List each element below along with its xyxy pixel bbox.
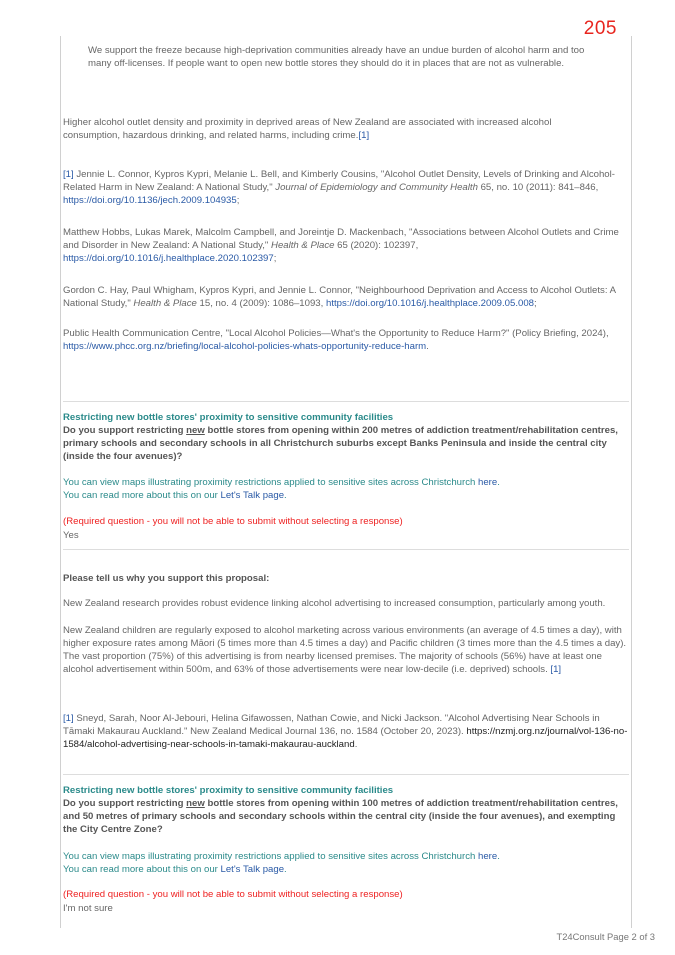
reference-1-end: ; bbox=[236, 195, 240, 206]
reference-3-details: 15, no. 4 (2009): 1086–1093, bbox=[196, 298, 326, 309]
q2-letstalk-link[interactable]: Let's Talk page bbox=[220, 864, 285, 875]
reference-2 bbox=[63, 226, 628, 265]
q2-maps-line bbox=[63, 850, 628, 863]
why-heading: Please tell us why you support this proposal: bbox=[63, 573, 270, 584]
reference-1-details: 65, no. 10 (2011): 841–846, bbox=[477, 182, 599, 193]
q2-question bbox=[63, 797, 628, 836]
reference-4-url[interactable]: https://www.phcc.org.nz/briefing/local-alcohol-policies-whats-opportunity-reduce-harm bbox=[63, 341, 427, 352]
reference-1-journal: Journal of Epidemiology and Community Health bbox=[275, 182, 478, 193]
why-reference bbox=[63, 712, 628, 751]
q1-letstalk-link[interactable]: Let's Talk page bbox=[220, 490, 285, 501]
reference-4 bbox=[63, 327, 628, 353]
q1-question-post: bottle stores from opening within 200 metres of addiction treatment/rehabilitation centres, primary schools and secondary schools in all Christchurch suburbs except Banks Peninsula and inside the central city (inside the four avenues)? bbox=[63, 425, 618, 462]
divider bbox=[63, 549, 629, 550]
density-text: Higher alcohol outlet density and proximity in deprived areas of New Zealand are associated with increased alcohol consumption, hazardous drinking, and related harms, including crime. bbox=[63, 117, 552, 141]
q1-maps-line bbox=[63, 476, 628, 489]
reference-1 bbox=[63, 168, 628, 207]
q1-read-end: . bbox=[284, 490, 287, 501]
q1-required-note: (Required question - you will not be able to submit without selecting a response) bbox=[63, 516, 403, 527]
reference-1-authors: Jennie L. Connor, Kypros Kypri, Melanie L. Bell, and Kimberly Cousins, "Alcohol Outlet Density, Levels of Drinking and Alcohol-Related Harm in New Zealand: A National Study," bbox=[63, 169, 615, 193]
why-reference-end: . bbox=[354, 739, 358, 750]
reference-3-journal: Health & Place bbox=[133, 298, 197, 309]
reference-3-authors: Gordon C. Hay, Paul Whigham, Kypros Kypri, and Jennie L. Connor, "Neighbourhood Deprivation and Access to Alcohol Outlets: A National Study," bbox=[63, 285, 616, 309]
q2-required-note: (Required question - you will not be able to submit without selecting a response) bbox=[63, 889, 403, 900]
why-paragraph-2 bbox=[63, 624, 628, 676]
reference-3-end: ; bbox=[534, 298, 537, 309]
footnote-link[interactable]: [1] bbox=[358, 130, 370, 141]
q2-title: Restricting new bottle stores' proximity to sensitive community facilities bbox=[63, 785, 394, 796]
q1-answer: Yes bbox=[63, 530, 79, 541]
page-number: 205 bbox=[583, 18, 617, 39]
q1-question-pre: Do you support restricting bbox=[63, 425, 187, 436]
q1-maps-text: You can view maps illustrating proximity restrictions applied to sensitive sites across Christchurch bbox=[63, 477, 479, 488]
density-paragraph bbox=[63, 116, 593, 142]
q2-read-line bbox=[63, 863, 628, 876]
why-reference-marker[interactable]: [1] bbox=[63, 713, 74, 724]
why-reference-text: Sneyd, Sarah, Noor Al-Jebouri, Helina Gifawossen, Nathan Cowie, and Nicki Jackson. "Alcohol Advertising Near Schools in Tāmaki Makaurau Auckland." New Zealand Medical Journal 136, no. 1584 (October 20, 2023). bbox=[63, 713, 600, 737]
why-footnote-link[interactable]: [1] bbox=[550, 664, 562, 675]
q1-title: Restricting new bottle stores' proximity to sensitive community facilities bbox=[63, 412, 394, 423]
divider bbox=[63, 401, 629, 402]
q1-question-new: new bbox=[186, 425, 205, 436]
divider bbox=[63, 774, 629, 775]
reference-2-end: ; bbox=[273, 253, 277, 264]
q1-read-line bbox=[63, 489, 628, 502]
q2-maps-text: You can view maps illustrating proximity restrictions applied to sensitive sites across Christchurch bbox=[63, 851, 479, 862]
why-paragraph-2-text: New Zealand children are regularly exposed to alcohol marketing across various environments (an average of 4.5 times a day), with higher exposure rates among Māori (5 times more than 4.5 times a day) and Pacific children (3 times more than the 4.5 times a day). The vast proportion (75%) of this advertising is from nearby licensed premises. The majority of schools (56%) have at least one alcohol advertisement within 500m, and 63% of those advertisements were near low-decile (i.e. deprived) schools. bbox=[63, 625, 627, 675]
why-paragraph-1: New Zealand research provides robust evidence linking alcohol advertising to increased consumption, particularly among youth. bbox=[63, 598, 606, 609]
reference-1-url[interactable]: https://doi.org/10.1136/jech.2009.104935 bbox=[63, 195, 237, 206]
q2-maps-link[interactable]: here bbox=[478, 851, 498, 862]
q2-read-text: You can read more about this on our bbox=[63, 864, 221, 875]
reference-1-marker[interactable]: [1] bbox=[63, 169, 74, 180]
reference-3-url[interactable]: https://doi.org/10.1016/j.healthplace.2009.05.008 bbox=[325, 298, 535, 309]
reference-4-text: Public Health Communication Centre, "Local Alcohol Policies—What's the Opportunity to Reduce Harm?" (Policy Briefing, 2024), bbox=[63, 328, 609, 339]
why-reference-url[interactable]: https://nzmj.org.nz/journal/vol-136-no-1584/alcohol-advertising-near-schools-in-tamaki-makaurau-auckland bbox=[63, 726, 628, 750]
q2-question-new: new bbox=[186, 798, 205, 809]
q1-maps-end: . bbox=[497, 477, 500, 488]
q2-question-pre: Do you support restricting bbox=[63, 798, 187, 809]
q1-question bbox=[63, 424, 628, 463]
reference-2-authors: Matthew Hobbs, Lukas Marek, Malcolm Campbell, and Joreintje D. Mackenbach, "Associations between Alcohol Outlets and Crime and Disorder in New Zealand: A National Study," bbox=[63, 227, 619, 251]
q2-answer: I'm not sure bbox=[63, 903, 113, 914]
quote-paragraph: We support the freeze because high-deprivation communities already have an undue burden of alcohol harm and too many off-licenses. If people want to open new bottle stores they should do it in places that are not as vulnerable. bbox=[88, 45, 585, 69]
q2-question-post: bottle stores from opening within 100 metres of addiction treatment/rehabilitation centres, and 50 metres of primary schools and secondary schools within the central city (inside the four avenues), and exempting the City Centre Zone? bbox=[63, 798, 618, 835]
reference-3 bbox=[63, 284, 628, 310]
q2-read-end: . bbox=[284, 864, 287, 875]
reference-2-journal: Health & Place bbox=[271, 240, 335, 251]
q1-read-text: You can read more about this on our bbox=[63, 490, 221, 501]
q2-maps-end: . bbox=[497, 851, 500, 862]
reference-2-details: 65 (2020): 102397, bbox=[334, 240, 419, 251]
reference-4-end: . bbox=[426, 341, 429, 352]
q1-maps-link[interactable]: here bbox=[478, 477, 498, 488]
page-footer: T24Consult Page 2 of 3 bbox=[556, 931, 655, 942]
reference-2-url[interactable]: https://doi.org/10.1016/j.healthplace.2020.102397 bbox=[63, 253, 274, 264]
